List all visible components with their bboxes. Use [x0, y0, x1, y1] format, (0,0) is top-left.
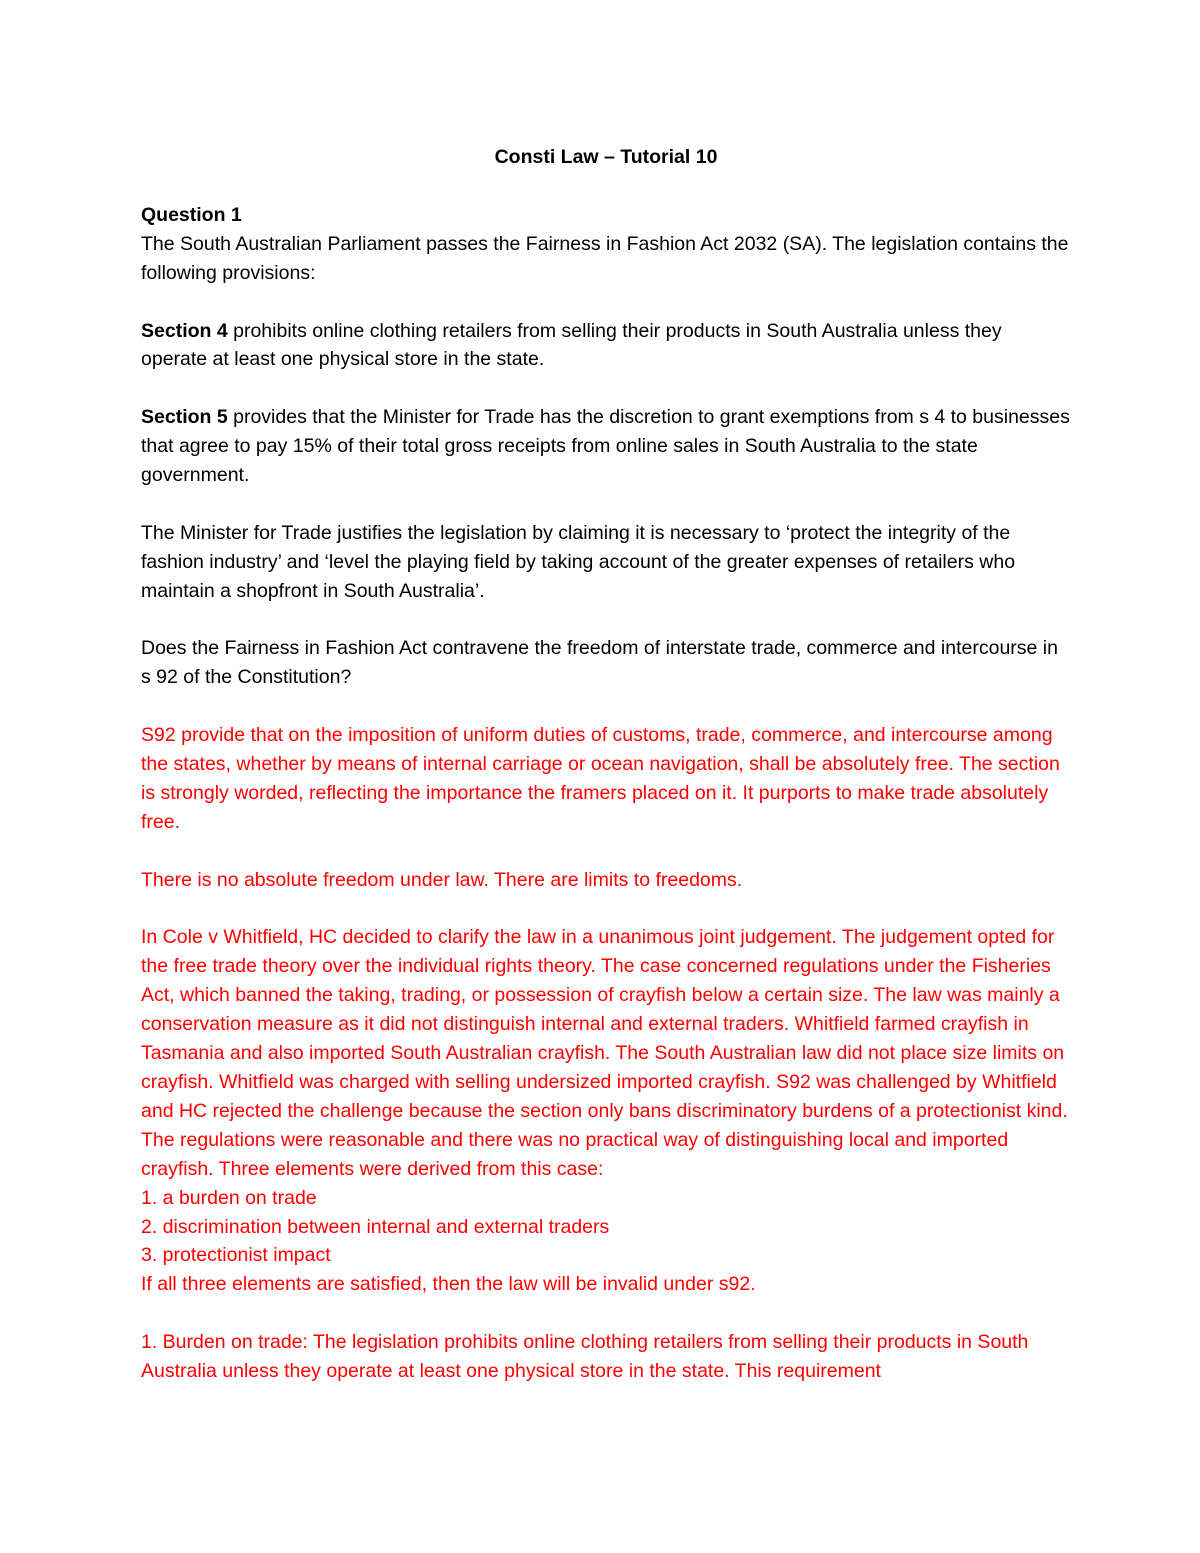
answer-cole-block	[141, 923, 1071, 1299]
answer-cole-paragraph: In Cole v Whitfield, HC decided to clarify the law in a unanimous joint judgement. The judgement opted for the free trade theory over the individual rights theory. The case concerned regulations under the Fisheries Act, which banned the taking, trading, or possession of crayfish below a certain size. The law was mainly a conservation measure as it did not distinguish internal and external traders. Whitfield farmed crayfish in Tasmania and also imported South Australian crayfish. The South Australian law did not place size limits on crayfish. Whitfield was charged with selling undersized imported crayfish. S92 was challenged by Whitfield and HC rejected the challenge because the section only bans discriminatory burdens of a protectionist kind. The regulations were reasonable and there was no practical way of distinguishing local and imported crayfish. Three elements were derived from this case:	[141, 926, 1068, 1180]
section-5-paragraph	[141, 403, 1071, 490]
element-item: 3. protectionist impact	[141, 1244, 331, 1267]
elements-conclusion: If all three elements are satisfied, then the law will be invalid under s92.	[141, 1273, 756, 1296]
minister-justification: The Minister for Trade justifies the legislation by claiming it is necessary to ‘protect the integrity of the fashion industry’ and ‘level the playing field by taking account of the greater expenses of retailers who maintain a shopfront in South Australia’.	[141, 521, 1016, 602]
element-item: 1. a burden on trade	[141, 1186, 317, 1209]
document-page	[141, 140, 1071, 1415]
question-block	[141, 201, 1071, 288]
section-5-label: Section 5	[141, 406, 228, 429]
answer-s92-paragraph: S92 provide that on the imposition of uniform duties of customs, trade, commerce, and intercourse among the states, whether by means of internal carriage or ocean navigation, shall be absolutely free. The section is strongly worded, reflecting the importance the framers placed on it. It purports to make trade absolutely free.	[141, 724, 1060, 833]
question-text: Does the Fairness in Fashion Act contravene the freedom of interstate trade, commerce and intercourse in s 92 of the Constitution?	[141, 637, 1058, 689]
question-heading: Question 1	[141, 203, 242, 226]
section-4-paragraph	[141, 317, 1071, 375]
answer-burden-paragraph: 1. Burden on trade: The legislation prohibits online clothing retailers from selling their products in South Australia unless they operate at least one physical store in the state. This requirement	[141, 1331, 1029, 1383]
section-4-text: prohibits online clothing retailers from selling their products in South Australia unless they operate at least one physical store in the state.	[141, 319, 1002, 371]
section-5-text: provides that the Minister for Trade has the discretion to grant exemptions from s 4 to businesses that agree to pay 15% of their total gross receipts from online sales in South Australia to the state government.	[141, 406, 1070, 487]
document-title: Consti Law – Tutorial 10	[494, 146, 718, 168]
section-4-label: Section 4	[141, 319, 228, 342]
answer-no-absolute-freedom: There is no absolute freedom under law. There are limits to freedoms.	[141, 868, 743, 891]
element-item: 2. discrimination between internal and external traders	[141, 1215, 610, 1238]
question-intro: The South Australian Parliament passes the Fairness in Fashion Act 2032 (SA). The legislation contains the following provisions:	[141, 232, 1069, 284]
